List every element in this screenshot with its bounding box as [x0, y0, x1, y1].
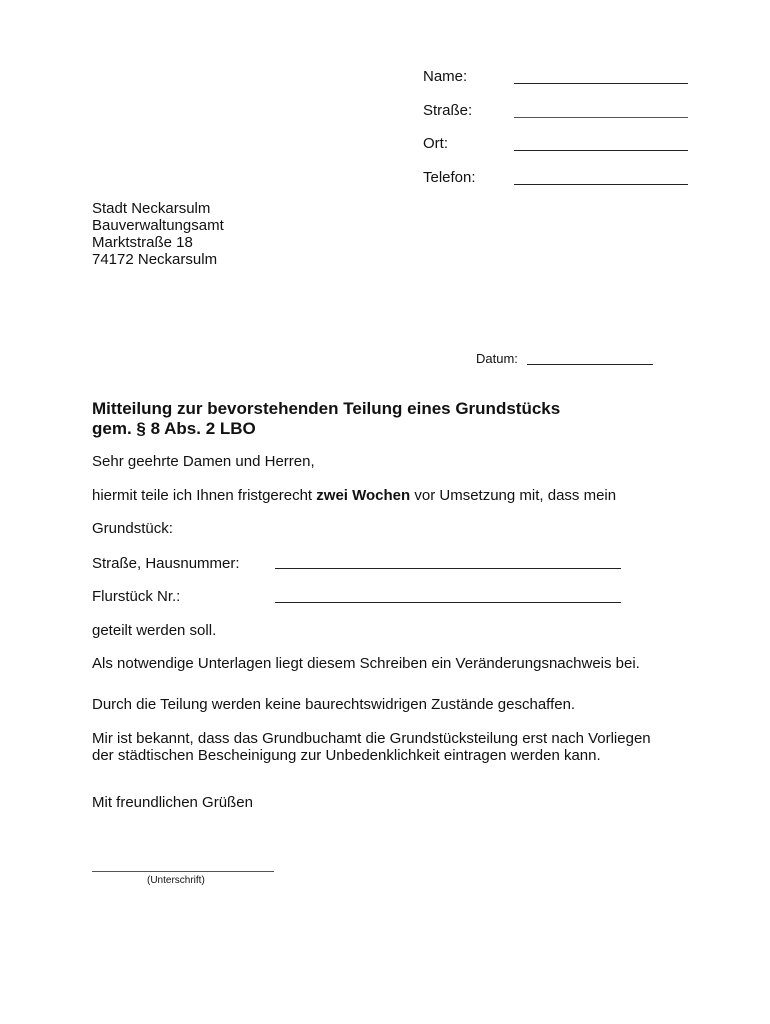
date-label: Datum: [476, 351, 518, 366]
title-line-2: gem. § 8 Abs. 2 LBO [92, 419, 256, 438]
intro-text-after: vor Umsetzung mit, dass mein [410, 487, 617, 504]
recipient-line-2: Bauverwaltungsamt [92, 217, 224, 234]
documents-text: Als notwendige Unterlagen liegt diesem Schreiben ein Veränderungsnachweis bei. [92, 655, 640, 672]
land-registry-line-2: der städtischen Bescheinigung zur Unbedenklichkeit eintragen werden kann. [92, 747, 601, 764]
sender-city-field[interactable] [514, 150, 688, 151]
street-number-label: Straße, Hausnummer: [92, 555, 240, 572]
street-number-field[interactable] [275, 568, 621, 569]
intro-text-before: hiermit teile ich Ihnen fristgerecht [92, 487, 317, 504]
sender-street-label: Straße: [423, 102, 473, 119]
intro-paragraph [92, 487, 616, 505]
parcel-label: Flurstück Nr.: [92, 588, 181, 605]
sender-street-field[interactable] [514, 117, 688, 118]
salutation: Sehr geehrte Damen und Herren, [92, 453, 315, 470]
date-field[interactable] [527, 364, 653, 365]
intro-text-bold: zwei Wochen [316, 487, 411, 504]
no-violation-text: Durch die Teilung werden keine baurechtswidrigen Zustände geschaffen. [92, 696, 576, 713]
property-label: Grundstück: [92, 520, 173, 537]
signature-caption: (Unterschrift) [147, 875, 205, 886]
split-text: geteilt werden soll. [92, 622, 217, 639]
sender-phone-field[interactable] [514, 184, 688, 185]
recipient-line-1: Stadt Neckarsulm [92, 200, 211, 217]
closing: Mit freundlichen Grüßen [92, 794, 253, 811]
sender-name-label: Name: [423, 68, 468, 85]
recipient-line-3: Marktstraße 18 [92, 234, 193, 251]
sender-city-label: Ort: [423, 135, 448, 152]
title-line-1: Mitteilung zur bevorstehenden Teilung eines Grundstücks [92, 399, 561, 418]
recipient-line-4: 74172 Neckarsulm [92, 251, 218, 268]
sender-phone-label: Telefon: [423, 169, 476, 186]
signature-field[interactable] [92, 871, 274, 872]
sender-name-field[interactable] [514, 83, 688, 84]
parcel-field[interactable] [275, 602, 621, 603]
land-registry-line-1: Mir ist bekannt, dass das Grundbuchamt die Grundstücksteilung erst nach Vorliegen [92, 730, 651, 747]
